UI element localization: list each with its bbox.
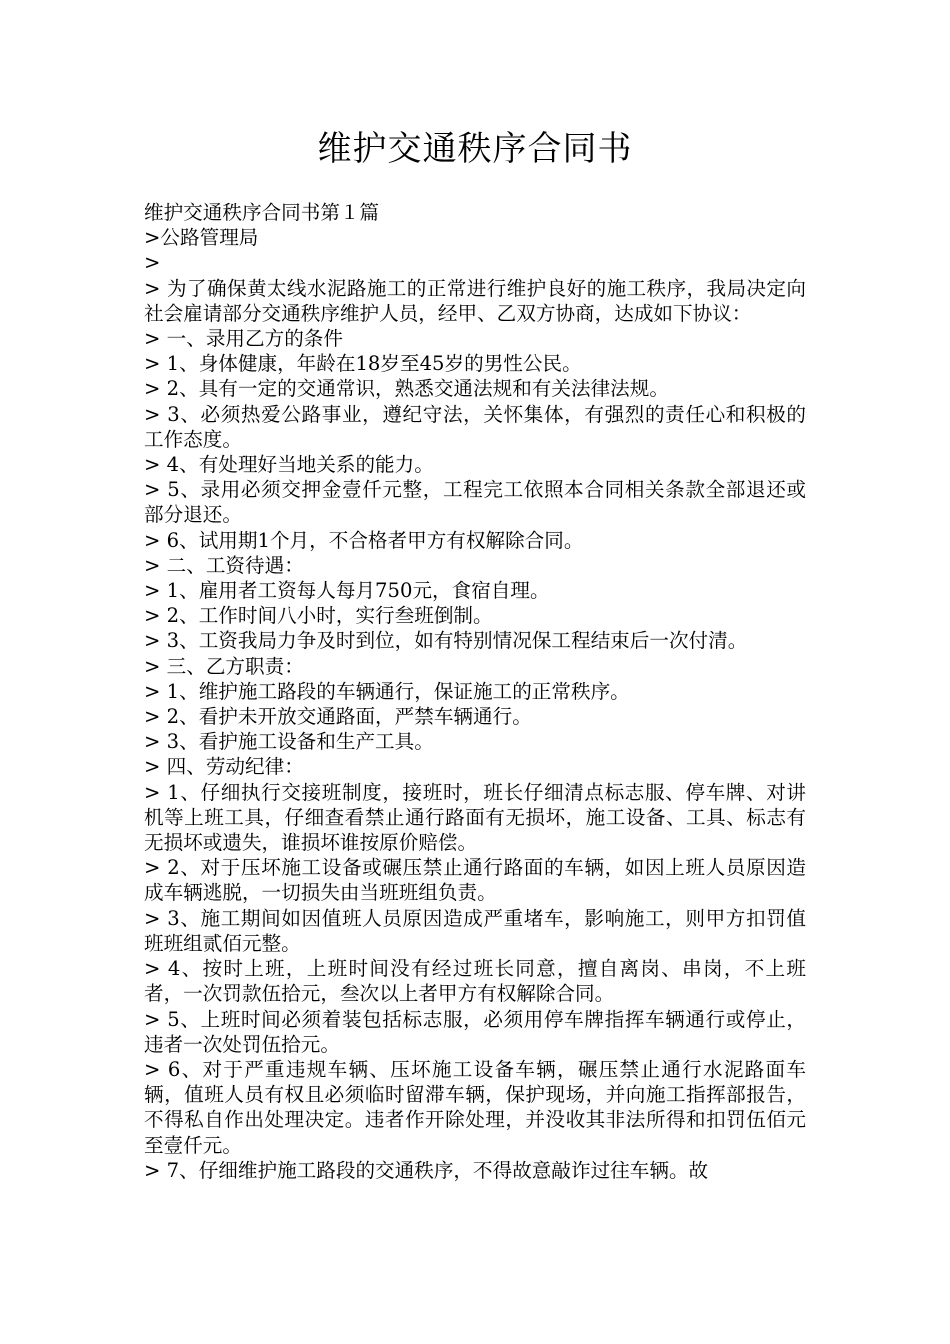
paragraph: > 1、维护施工路段的车辆通行，保证施工的正常秩序。: [144, 679, 630, 703]
paragraph: > 3、施工期间如因值班人员原因造成严重堵车，影响施工，则甲方扣罚值班班组贰佰元整。: [144, 906, 806, 955]
document-title: 维护交通秩序合同书: [317, 129, 633, 169]
paragraph: > 二、工资待遇：: [144, 553, 304, 577]
paragraph: > 四、劳动纪律：: [144, 755, 304, 779]
paragraph: > 6、对于严重违规车辆、压坏施工设备车辆，碾压禁止通行水泥路面车辆，值班人员有权且必须临时留滞车辆，保护现场，并向施工指挥部报告，不得私自作出处理决定。违者作开除处理，并没收其非法所得和扣罚伍佰元至壹仟元。: [144, 1057, 806, 1157]
paragraph: 维护交通秩序合同书第１篇: [144, 201, 380, 224]
paragraph: > 4、有处理好当地关系的能力。: [144, 453, 434, 477]
paragraph: > 2、工作时间八小时，实行叁班倒制。: [144, 604, 493, 628]
paragraph: > 6、试用期1个月，不合格者甲方有权解除合同。: [144, 528, 584, 552]
paragraph: > 1、身体健康，年龄在18岁至45岁的男性公民。: [144, 352, 582, 376]
paragraph: > 3、看护施工设备和生产工具。: [144, 730, 434, 754]
paragraph: > 4、按时上班，上班时间没有经过班长同意，擅自离岗、串岗，不上班者，一次罚款伍拾元，叁次以上者甲方有权解除合同。: [144, 957, 806, 1006]
paragraph: > 5、录用必须交押金壹仟元整，工程完工依照本合同相关条款全部退还或部分退还。: [144, 478, 806, 527]
paragraph: > 2、对于压坏施工设备或碾压禁止通行路面的车辆，如因上班人员原因造成车辆逃脱，一切损失由当班班组负责。: [144, 856, 806, 905]
paragraph: > 3、必须热爱公路事业，遵纪守法，关怀集体，有强烈的责任心和积极的工作态度。: [144, 402, 806, 451]
paragraph: > 3、工资我局力争及时到位，如有特别情况保工程结束后一次付清。: [144, 629, 748, 653]
paragraph: > 2、具有一定的交通常识，熟悉交通法规和有关法律法规。: [144, 377, 669, 401]
paragraph: > 三、乙方职责：: [144, 654, 304, 678]
document-body: [144, 200, 806, 1183]
paragraph: > 为了确保黄太线水泥路施工的正常进行维护良好的施工秩序，我局决定向社会雇请部分交通秩序维护人员，经甲、乙双方协商，达成如下协议：: [144, 276, 806, 325]
paragraph: > 1、雇用者工资每人每月750元，食宿自理。: [144, 579, 550, 603]
paragraph: >: [144, 251, 161, 275]
paragraph: > 2、看护未开放交通路面，严禁车辆通行。: [144, 705, 532, 729]
paragraph: > 5、上班时间必须着装包括标志服，必须用停车牌指挥车辆通行或停止，违者一次处罚伍拾元。: [144, 1007, 806, 1056]
paragraph: > 7、仔细维护施工路段的交通秩序，不得故意敲诈过往车辆。故: [144, 1158, 709, 1182]
paragraph: > 1、仔细执行交接班制度，接班时，班长仔细清点标志服、停车牌、对讲机等上班工具，仔细查看禁止通行路面有无损坏，施工设备、工具、标志有无损坏或遗失，谁损坏谁按原价赔偿。: [144, 780, 806, 855]
paragraph: > 一、录用乙方的条件: [144, 327, 343, 351]
paragraph: >公路管理局: [144, 226, 259, 250]
